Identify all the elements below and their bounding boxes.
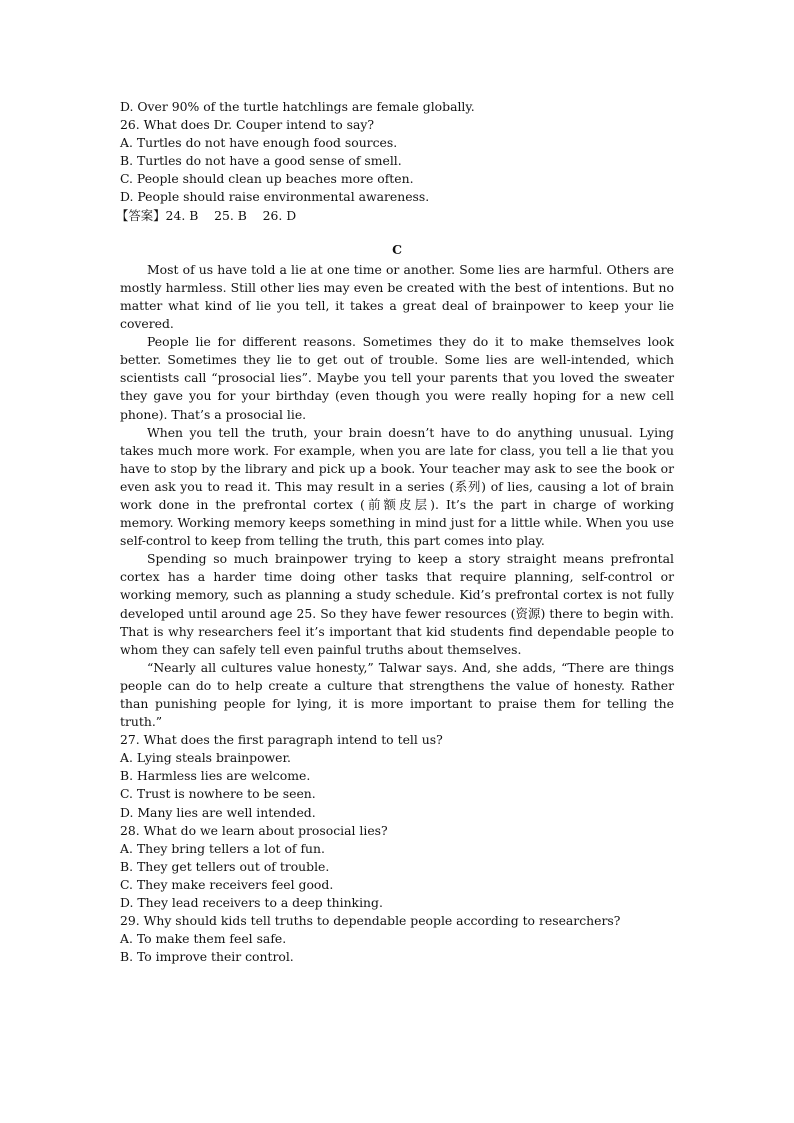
q26-option-c: C. People should clean up beaches more often. — [120, 171, 414, 187]
q28-question: 28. What do we learn about prosocial lies? — [120, 822, 388, 838]
passage-paragraph-1: Most of us have told a lie at one time or another. Some lies are harmful. Others are mostly harmless. Still other lies may even be created with the best of intentions. But no matter what kind of lie you tell, it takes a great deal of brainpower to keep your lie covered. — [120, 261, 674, 332]
section-title: C — [392, 241, 402, 257]
q29-option-b: B. To improve their control. — [120, 949, 294, 965]
q26-question: 26. What does Dr. Couper intend to say? — [120, 117, 374, 133]
passage-paragraph-2: People lie for different reasons. Sometimes they do it to make themselves look better. Sometimes they lie to get out of trouble. Some lies are well-intended, which scientists call “prosocial lies”. Maybe you tell your parents that you loved the sweater they gave you for your birthday (even though you were really hoping for a new cell phone). That’s a prosocial lie. — [120, 334, 674, 422]
passage-paragraph-4: Spending so much brainpower trying to keep a story straight means prefrontal cortex has a harder time doing other tasks that require planning, self-control or working memory, such as planning a study schedule. Kid’s prefrontal cortex is not fully developed until around age 25. So they have fewer resources (资源) there to begin with. That is why researchers feel it’s important that kid students find dependable people to whom they can safely tell even painful truths about themselves. — [120, 551, 674, 657]
q27-option-a: A. Lying steals brainpower. — [120, 750, 291, 766]
q27-option-d: D. Many lies are well intended. — [120, 804, 316, 820]
answer-key: 【答案】24. B 25. B 26. D — [116, 207, 297, 223]
q27-question: 27. What does the first paragraph intend to tell us? — [120, 732, 443, 748]
q29-question: 29. Why should kids tell truths to dependable people according to researchers? — [120, 913, 621, 929]
q28-option-c: C. They make receivers feel good. — [120, 876, 334, 892]
passage-paragraph-3: When you tell the truth, your brain doesn’t have to do anything unusual. Lying takes much more work. For example, when you are late for class, you tell a lie that you have to stop by the library and pick up a book. Your teacher may ask to see the book or even ask you to read it. This may result in a series (系列) of lies, causing a lot of brain work done in the prefrontal cortex (前额皮层). It’s the part in charge of working memory. Working memory keeps something in mind just for a little while. When you use self-control to keep from telling the truth, this part comes into play. — [120, 424, 674, 549]
q28-option-d: D. They lead receivers to a deep thinking. — [120, 895, 383, 911]
q29-option-a: A. To make them feel safe. — [120, 931, 287, 947]
q25-option-d: D. Over 90% of the turtle hatchlings are female globally. — [120, 99, 475, 114]
q26-option-a: A. Turtles do not have enough food sources. — [120, 135, 398, 151]
document-page — [116, 98, 674, 966]
q27-option-b: B. Harmless lies are welcome. — [120, 768, 311, 784]
q26-option-b: B. Turtles do not have a good sense of smell. — [120, 153, 402, 169]
q28-option-a: A. They bring tellers a lot of fun. — [120, 840, 325, 856]
q27-option-c: C. Trust is nowhere to be seen. — [120, 786, 316, 802]
q28-option-b: B. They get tellers out of trouble. — [120, 858, 330, 874]
q26-option-d: D. People should raise environmental awareness. — [120, 189, 430, 205]
passage-paragraph-5: “Nearly all cultures value honesty,” Talwar says. And, she adds, “There are things people can do to help create a culture that strengthens the value of honesty. Rather than punishing people for lying, it is more important to praise them for telling the truth.” — [120, 659, 674, 730]
